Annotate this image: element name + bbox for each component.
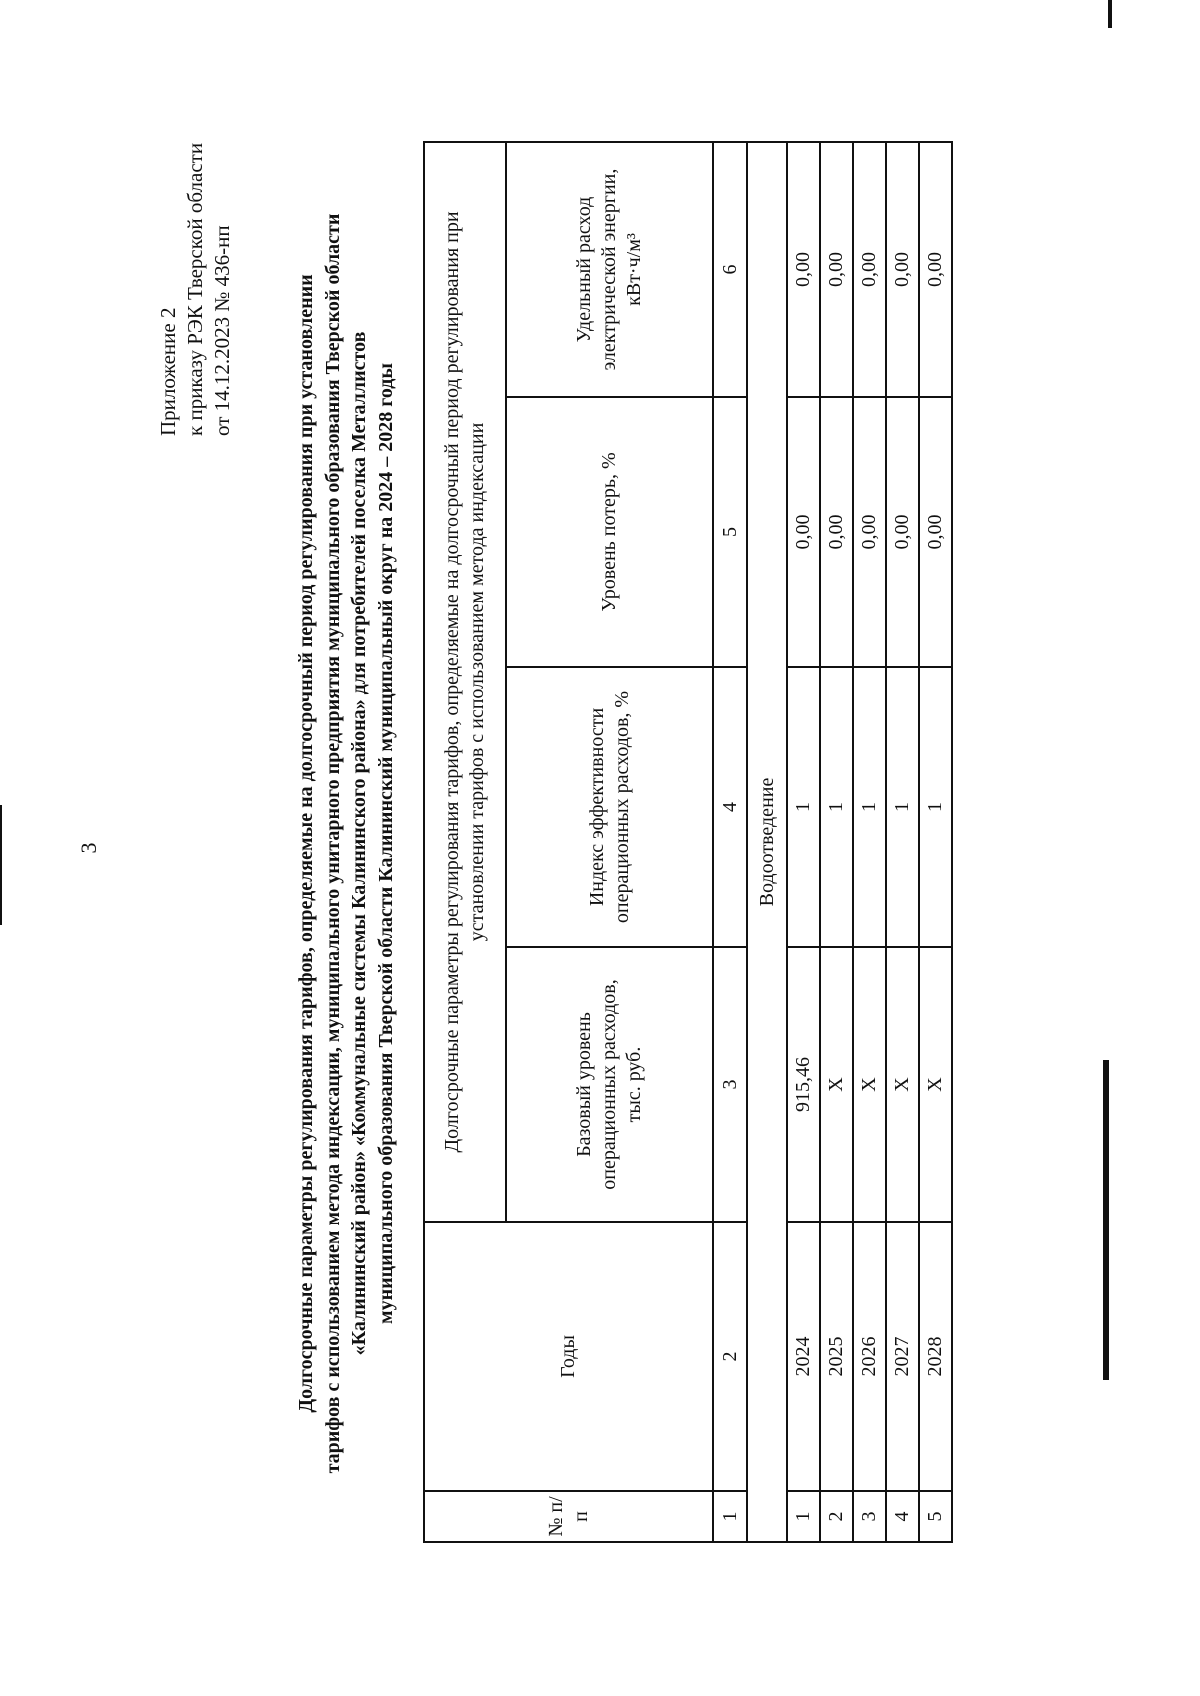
col-number-cell: 6 — [713, 142, 747, 397]
document-title — [293, 171, 399, 1516]
col-number-cell: 5 — [713, 397, 747, 667]
row-efficiency-index: 1 — [787, 667, 820, 947]
row-year: 2026 — [853, 1222, 886, 1491]
title-line-1: Долгосрочные параметры регулирования тарифов, определяемые на долгосрочный период регулирования при установлении — [295, 274, 317, 1413]
header-years: Годы — [424, 1222, 713, 1491]
col-number-cell: 3 — [713, 947, 747, 1222]
section-title: Водоотведение — [747, 142, 787, 1542]
row-index: 5 — [919, 1491, 952, 1542]
col-number-cell: 1 — [713, 1491, 747, 1542]
header-base-opex: Базовый уровень операционных расходов, тыс. руб. — [506, 947, 713, 1222]
title-line-3: «Калининский район» «Коммунальные системы Калининского района» для потребителей поселка Металлистов — [348, 331, 370, 1356]
row-efficiency-index: 1 — [919, 667, 952, 947]
row-base-opex: X — [886, 947, 919, 1222]
appendix-block — [155, 36, 236, 436]
table-row — [853, 142, 886, 1542]
header-loss-level: Уровень потерь, % — [506, 397, 713, 667]
row-specific-energy: 0,00 — [886, 142, 919, 397]
page-number: 3 — [76, 842, 101, 854]
row-specific-energy: 0,00 — [853, 142, 886, 397]
row-loss-level: 0,00 — [886, 397, 919, 667]
header-specific-energy: Удельный расход электрической энергии, кВт·ч/м³ — [506, 142, 713, 397]
row-year: 2025 — [820, 1222, 853, 1491]
row-specific-energy: 0,00 — [820, 142, 853, 397]
row-specific-energy: 0,00 — [787, 142, 820, 397]
row-year: 2027 — [886, 1222, 919, 1491]
appendix-line-3: от 14.12.2023 № 436-нп — [210, 225, 234, 436]
row-loss-level: 0,00 — [919, 397, 952, 667]
header-group: Долгосрочные параметры регулирования тарифов, определяемые на долгосрочный период регулирования при установлении тарифов с использованием метода индексации — [424, 142, 506, 1222]
row-loss-level: 0,00 — [787, 397, 820, 667]
col-number-cell: 4 — [713, 667, 747, 947]
row-index: 4 — [886, 1491, 919, 1542]
header-efficiency-index: Индекс эффективности операционных расходов, % — [506, 667, 713, 947]
table-row — [787, 142, 820, 1542]
appendix-line-1: Приложение 2 — [156, 307, 180, 436]
row-year: 2028 — [919, 1222, 952, 1491]
row-base-opex: X — [820, 947, 853, 1222]
table-row — [886, 142, 919, 1542]
title-line-4: муниципального образования Тверской области Калининский муниципальный округ на 2024 – 2028 годы — [374, 362, 397, 1325]
parameters-table — [423, 141, 953, 1543]
row-loss-level: 0,00 — [853, 397, 886, 667]
title-line-2: тарифов с использованием метода индексации, муниципального унитарного предприятия муниципального образования Тверской области — [321, 213, 344, 1474]
row-index: 1 — [787, 1491, 820, 1542]
row-index: 2 — [820, 1491, 853, 1542]
row-efficiency-index: 1 — [886, 667, 919, 947]
table-row — [820, 142, 853, 1542]
row-index: 3 — [853, 1491, 886, 1542]
row-year: 2024 — [787, 1222, 820, 1491]
header-number: № п/п — [424, 1491, 713, 1542]
row-specific-energy: 0,00 — [919, 142, 952, 397]
row-efficiency-index: 1 — [853, 667, 886, 947]
row-base-opex: X — [853, 947, 886, 1222]
row-loss-level: 0,00 — [820, 397, 853, 667]
row-base-opex: X — [919, 947, 952, 1222]
table-row — [919, 142, 952, 1542]
col-number-cell: 2 — [713, 1222, 747, 1491]
row-base-opex: 915,46 — [787, 947, 820, 1222]
appendix-line-2: к приказу РЭК Тверской области — [183, 142, 207, 436]
row-efficiency-index: 1 — [820, 667, 853, 947]
